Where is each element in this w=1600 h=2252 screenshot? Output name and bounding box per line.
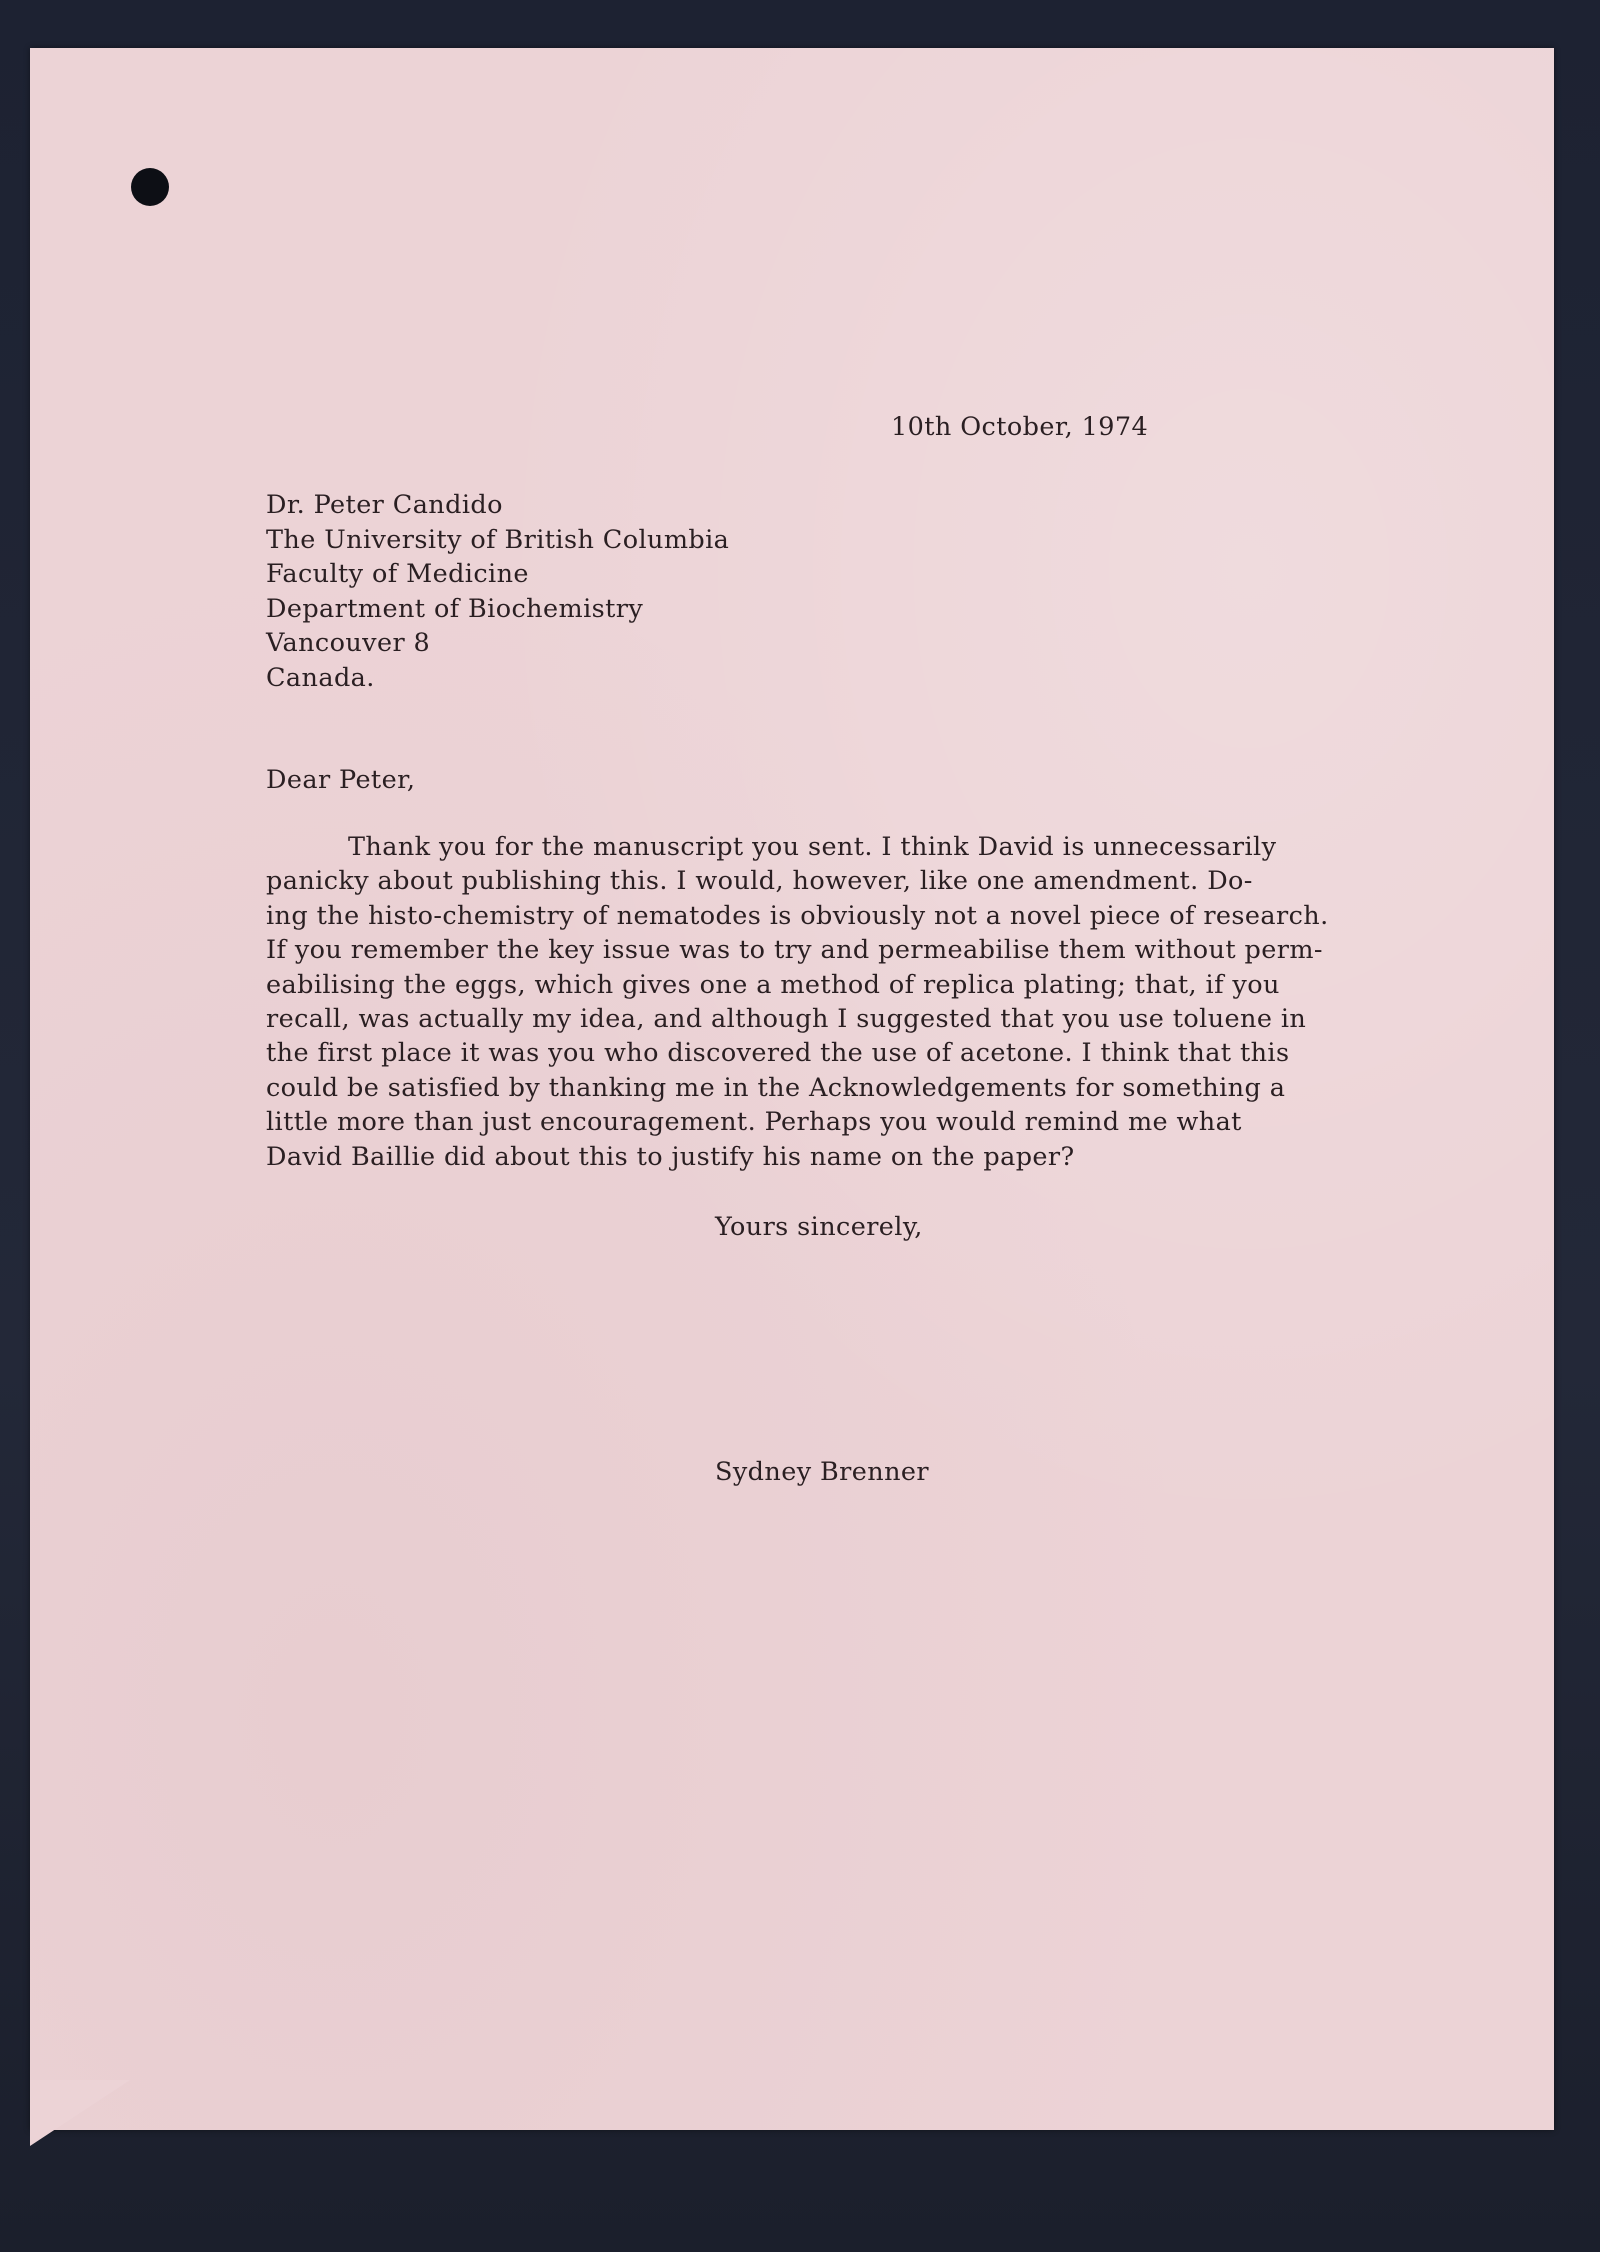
- letter-date: 10th October, 1974: [891, 412, 1149, 442]
- address-line-name: Dr. Peter Candido: [266, 490, 503, 520]
- letter-body: [266, 830, 1329, 1174]
- address-line-city: Vancouver 8: [266, 628, 431, 658]
- body-line: David Baillie did about this to justify his name on the paper?: [266, 1141, 1075, 1172]
- body-line: the first place it was you who discovered the use of acetone. I think that this: [266, 1038, 1290, 1069]
- address-line-faculty: Faculty of Medicine: [266, 559, 529, 589]
- body-line: panicky about publishing this. I would, however, like one amendment. Do-: [266, 866, 1253, 897]
- closing: Yours sincerely,: [715, 1212, 923, 1242]
- address-line-country: Canada.: [266, 662, 375, 693]
- address-line-institution: The University of British Columbia: [266, 524, 730, 555]
- salutation: Dear Peter,: [266, 765, 416, 795]
- body-line: eabilising the eggs, which gives one a method of replica plating; that, if you: [266, 969, 1280, 1000]
- body-line: If you remember the key issue was to try and permeabilise them without perm-: [266, 935, 1323, 966]
- body-line: little more than just encouragement. Perhaps you would remind me what: [266, 1107, 1242, 1138]
- body-line: Thank you for the manuscript you sent. I think David is unnecessarily: [348, 832, 1277, 862]
- recipient-address: [266, 488, 729, 695]
- body-line: ing the histo-chemistry of nematodes is obviously not a novel piece of research.: [266, 900, 1329, 931]
- punch-hole: [131, 168, 169, 206]
- address-line-department: Department of Biochemistry: [266, 593, 644, 624]
- body-line: could be satisfied by thanking me in the Acknowledgements for something a: [266, 1072, 1286, 1103]
- page-torn-corner: [30, 2080, 130, 2146]
- signature-name: Sydney Brenner: [715, 1457, 929, 1487]
- body-line: recall, was actually my idea, and although I suggested that you use toluene in: [266, 1004, 1307, 1035]
